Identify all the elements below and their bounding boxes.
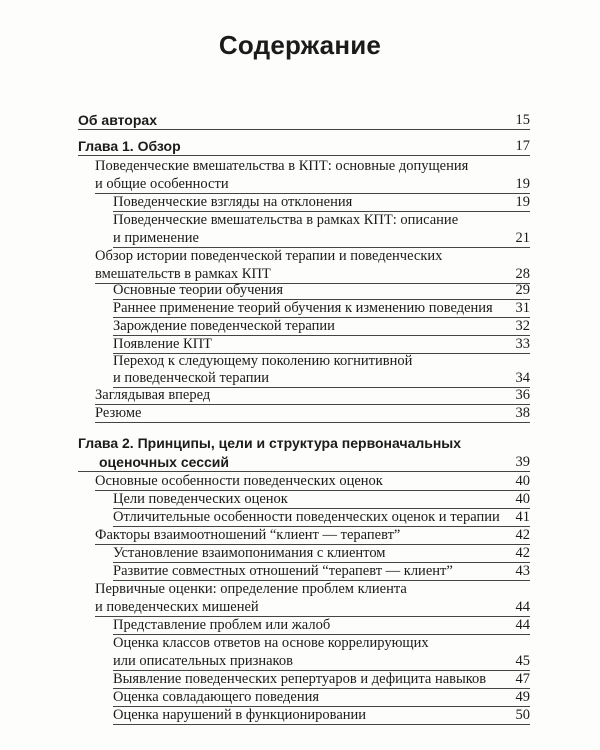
- toc-entry-page-number: 32: [515, 318, 530, 334]
- toc-entry-page-number: 42: [515, 527, 530, 543]
- toc-entry-title-line: и поведенческой терапии: [113, 370, 269, 386]
- toc-entry-underline: [113, 724, 530, 725]
- toc-entry-title-line: Резюме: [95, 405, 142, 421]
- toc-entry-title-line: Основные особенности поведенческих оценок: [95, 473, 383, 489]
- toc-entry-page-number: 44: [515, 617, 530, 633]
- toc-entry-page-number: 29: [515, 282, 530, 298]
- toc-entry-page-number: 41: [515, 509, 530, 525]
- toc-entry-page-number: 15: [515, 112, 530, 128]
- toc-entry-page-number: 40: [515, 491, 530, 507]
- toc-entry-underline: [95, 404, 530, 405]
- toc-entry-page-number: 49: [515, 689, 530, 705]
- toc-entry-title-line: Выявление поведенческих репертуаров и дефицита навыков: [113, 671, 487, 687]
- toc-entry-title-line: Оценка классов ответов на основе коррелирующих: [113, 635, 429, 651]
- toc-entry-page-number: 19: [515, 176, 530, 192]
- toc-entry-underline: [78, 155, 530, 156]
- toc-entry-page-number: 50: [515, 707, 530, 723]
- toc-entry-title-line: Раннее применение теорий обучения к изменению поведения: [113, 300, 493, 316]
- toc-entry-page-number: 36: [515, 387, 530, 403]
- toc-entry-page-number: 21: [515, 230, 530, 246]
- toc-entry-page-number: 31: [515, 300, 530, 316]
- toc-entry-title-line: Поведенческие вмешательства в КПТ: основные допущения: [95, 158, 469, 174]
- toc-entry-title-line: вмешательств в рамках КПТ: [95, 266, 271, 282]
- toc-entry-page-number: 45: [515, 653, 530, 669]
- toc-entry-underline: [78, 471, 530, 472]
- toc-entry-title-line: Отличительные особенности поведенческих оценок и терапии: [113, 509, 500, 525]
- toc-entry-page-number: 47: [515, 671, 530, 687]
- toc-entry-title-line: и применение: [113, 230, 199, 246]
- toc-entry-title-line: Переход к следующему поколению когнитивной: [113, 353, 413, 369]
- toc-entry-page-number: 28: [515, 266, 530, 282]
- toc-entry-page-number: 42: [515, 545, 530, 561]
- toc-entry-title-line: Обзор истории поведенческой терапии и поведенческих: [95, 248, 443, 264]
- toc-entry-page-number: 19: [515, 194, 530, 210]
- page-title: Содержание: [218, 30, 382, 60]
- toc-entry-title-line: Глава 1. Обзор: [78, 138, 181, 154]
- toc-entry-underline: [78, 129, 530, 130]
- toc-entry-title-line: Установление взаимопонимания с клиентом: [113, 545, 386, 561]
- toc-entry-page-number: 33: [515, 336, 530, 352]
- toc-entry-title-line: Поведенческие взгляды на отклонения: [113, 194, 353, 210]
- toc-entry-page-number: 39: [515, 454, 530, 470]
- toc-entry-title-line: и поведенческих мишеней: [95, 599, 259, 615]
- toc-entry-title-line: Поведенческие вмешательства в рамках КПТ: описание: [113, 212, 459, 228]
- toc-entry-title-line: Заглядывая вперед: [95, 387, 211, 403]
- toc-entry-page-number: 38: [515, 405, 530, 421]
- toc-entry-title-line: Появление КПТ: [113, 336, 213, 352]
- toc-entry-title-line: Оценка совладающего поведения: [113, 689, 320, 705]
- toc-entry-underline: [95, 422, 530, 423]
- toc-entry-title-line: Оценка нарушений в функционировании: [113, 707, 367, 723]
- toc-entry-title-line: Об авторах: [78, 112, 157, 128]
- toc-entry-title-line: Первичные оценки: определение проблем клиента: [95, 581, 407, 597]
- toc-entry-title-line: Факторы взаимоотношений “клиент — терапевт”: [95, 527, 401, 543]
- toc-entry-page-number: 40: [515, 473, 530, 489]
- toc-entry-page-number: 17: [515, 138, 530, 154]
- toc-entry-title-line: и общие особенности: [95, 176, 229, 192]
- toc-entry-page-number: 34: [515, 370, 530, 386]
- toc-entry-title-line: Представление проблем или жалоб: [113, 617, 331, 633]
- toc-entry-title-line: Зарождение поведенческой терапии: [113, 318, 335, 334]
- toc-entry-title-line: Глава 2. Принципы, цели и структура первоначальных: [78, 435, 462, 451]
- toc-entry-title-line: оценочных сессий: [99, 454, 229, 470]
- toc-entry-title-line: Основные теории обучения: [113, 282, 283, 298]
- toc-entry-title-line: Развитие совместных отношений “терапевт — клиент”: [113, 563, 453, 579]
- toc-entry-page-number: 44: [515, 599, 530, 615]
- toc-entry-page-number: 43: [515, 563, 530, 579]
- toc-entry-title-line: или описательных признаков: [113, 653, 293, 669]
- toc-entry-title-line: Цели поведенческих оценок: [113, 491, 288, 507]
